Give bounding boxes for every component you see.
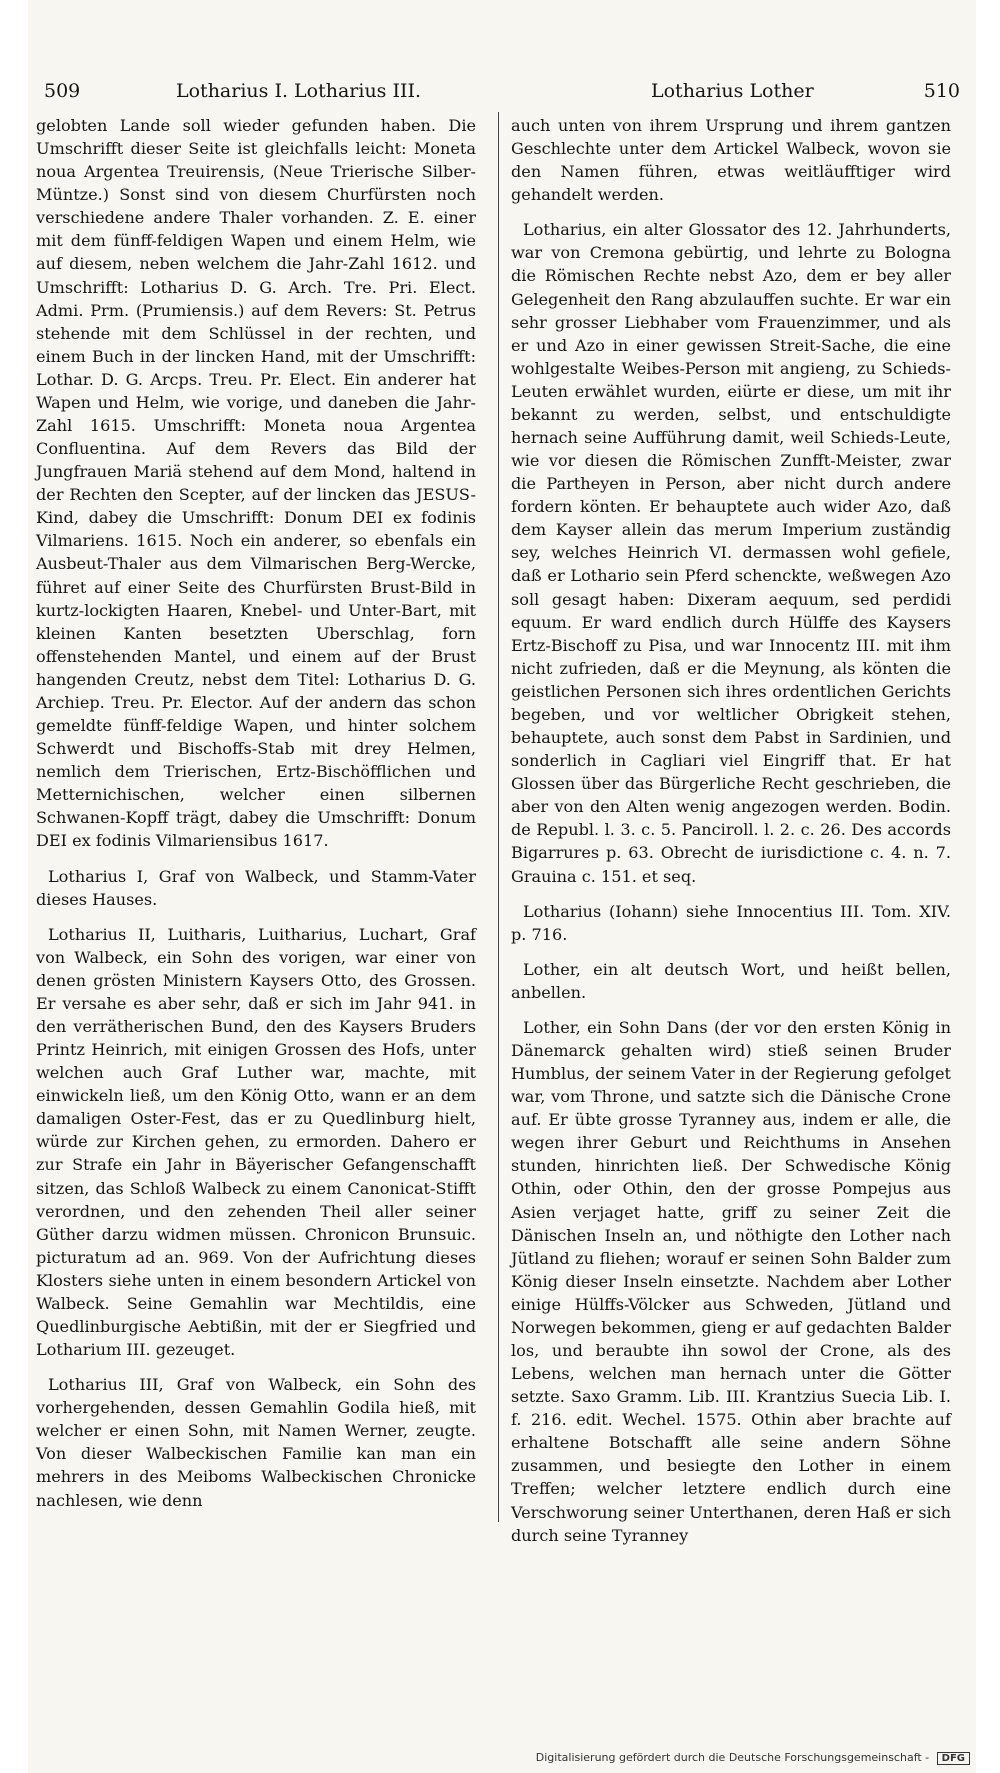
right-column bbox=[511, 114, 951, 1547]
page-number-left: 509 bbox=[44, 80, 81, 102]
paragraph-lotharius-glossator: Lotharius, ein alter Glossator des 12. Jahrhunderts, war von Cremona gebürtig, und lehrte zu Bologna die Römischen Rechte nebst Azo, dem er bey aller Gelegenheit den Rang abzulauffen suchte. Er war ein sehr grosser Liebhaber vom Frauenzimmer, und als er und Azo in einer gewissen Streit-Sache, die eine wohlgestalte Weibes-Person mit angieng, zu Schieds-Leuten erwählet wurden, eiürte er diese, um mit ihr bekannt zu werden, selbst, und entschuldigte hernach seine Aufführung damit, weil Schieds-Leute, wie vor diesen die Römischen Zunfft-Meister, zwar die Partheyen in Person, aber nicht durch andere fordern könten. Er behauptete auch wider Azo, daß dem Kayser allein das merum Imperium zuständig sey, welches Heinrich VI. dermassen wohl gefiele, daß er Lothario sein Pferd schenckte, weßwegen Azo soll gesagt haben: Dixeram aequum, sed perdidi equum. Er ward endlich durch Hülffe des Kaysers Ertz-Bischoff zu Pisa, und war Innocentz III. mit ihm nicht zufrieden, daß er die Meynung, als könten die geistlichen Personen sich ihres ordentlichen Gerichts begeben, und vor weltlicher Obrigkeit stehen, behauptete, auch sonst dem Pabst in Sardinien, und sonderlich in Cagliari viel Eingriff that. Er hat Glossen über das Bürgerliche Recht geschrieben, die aber von den Alten wenig angezogen werden. Bodin. de Republ. l. 3. c. 5. Panciroll. l. 2. c. 26. Des accords Bigarrures p. 63. Obrecht de iurisdictione c. 4. n. 7. Grauina c. 151. et seq. bbox=[511, 220, 951, 886]
book-page bbox=[28, 0, 976, 1773]
digitization-footer bbox=[536, 1751, 970, 1765]
paragraph-walbeck-continued: auch unten von ihrem Ursprung und ihrem gantzen Geschlechte unter dem Artickel Walbeck, wovon sie den Namen führen, etwas weitläufftiger wird gehandelt werden. bbox=[511, 116, 951, 205]
left-column bbox=[36, 114, 476, 1512]
paragraph-lotharius-trier-coins: gelobten Lande soll wieder gefunden haben. Die Umschrifft dieser Seite ist gleichfalls leicht: Moneta noua Argentea Treuirensis, (Neue Trierische Silber-Müntze.) Sonst sind von diesem Churfürsten noch verschiedene andere Thaler vorhanden. Z. E. einer mit dem fünff-feldigen Wapen und einem Helm, wie auf diesem, neben welchem die Jahr-Zahl 1612. und Umschrifft: Lotharius D. G. Arch. Tre. Pri. Elect. Admi. Prm. (Prumiensis.) auf dem Revers: St. Petrus stehende mit dem Schlüssel in der rechten, und einem Buch in der lincken Hand, mit der Umschrifft: Lothar. D. G. Arcps. Treu. Pr. Elect. Ein anderer hat Wapen und Helm, wie vorige, und daneben die Jahr-Zahl 1615. Umschrifft: Moneta noua Argentea Confluentina. Auf dem Revers das Bild der Jungfrauen Mariä stehend auf dem Mond, haltend in der Rechten den Scepter, auf der lincken das JESUS-Kind, dabey die Umschrifft: Donum DEI ex fodinis Vilmariens. 1615. Noch ein anderer, so ebenfals ein Ausbeut-Thaler aus dem Vilmarischen Berg-Wercke, führet auf einer Seite des Churfürsten Brust-Bild in kurtz-lockigten Haaren, Knebel- und Unter-Bart, mit kleinen Kanten besetzten Uberschlag, forn offenstehenden Mantel, und einem auf der Brust hangenden Creutz, nebst dem Titel: Lotharius D. G. Archiep. Treu. Pr. Elector. Auf der andern das schon gemeldte fünff-feldige Wapen, und hinter solchem Schwerdt und Bischoffs-Stab mit drey Helmen, nemlich dem Trierischen, Ertz-Bischöfflichen und Metternichischen, welcher einen silbernen Schwanen-Kopff trägt, dabey die Umschrifft: Donum DEI ex fodinis Vilmariensibus 1617. bbox=[36, 116, 476, 851]
page-number-right: 510 bbox=[923, 80, 960, 102]
paragraph-lother-king: Lother, ein Sohn Dans (der vor den ersten König in Dänemarck gehalten wird) stieß seinen Bruder Humblus, der seinem Vater in der Regierung gefolget war, vom Throne, und satzte sich die Dänische Crone auf. Er übte grosse Tyranney aus, indem er alle, die wegen ihrer Geburt und Reichthums in Ansehen stunden, hinrichten ließ. Der Schwedische König Othin, oder Othin, den der grosse Pompejus aus Asien verjaget hatte, griff zu seiner Zeit die Dänischen Inseln an, und nöthigte den Lother nach Jütland zu fliehen; worauf er seinen Sohn Balder zum König dieser Inseln einsetzte. Nachdem aber Lother einige Hülffs-Völcker aus Schweden, Jütland und Norwegen bekommen, gieng er auf gedachten Balder los, und beraubte ihn sowol der Crone, als des Lebens, welchen man hernach unter die Götter setzte. Saxo Gramm. Lib. III. Krantzius Suecia Lib. I. f. 216. edit. Wechel. 1575. Othin aber brachte auf erhaltene Botschafft alle seine andern Söhne zusammen, und besiegte den Lother in einem Treffen; welcher letztere endlich durch eine Verschworung seiner Unterthanen, deren Haß er sich durch seine Tyranney bbox=[511, 1017, 951, 1545]
dfg-logo: DFG bbox=[937, 1752, 970, 1765]
paragraph-lotharius-iii: Lotharius III, Graf von Walbeck, ein Sohn des vorhergehenden, dessen Gemahlin Godila hieß, mit welcher er einen Sohn, mit Namen Werner, zeugte. Von dieser Walbeckischen Familie kan man ein mehrers in des Meiboms Walbeckischen Chronicke nachlesen, wie denn bbox=[36, 1375, 476, 1510]
column-divider bbox=[498, 112, 499, 1522]
header-title-left: Lotharius I. Lotharius III. bbox=[176, 80, 422, 102]
paragraph-lotharius-ii: Lotharius II, Luitharis, Luitharius, Luchart, Graf von Walbeck, ein Sohn des vorigen, war einer von denen grösten Ministern Kaysers Otto, des Grossen. Er versahe es aber sehr, daß er sich im Jahr 941. in den verrätherischen Bund, den des Kaysers Bruders Printz Heinrich, mit einigen Grossen des Hofs, unter welchen auch Graf Luther war, machte, mit einwickeln ließ, um den König Otto, wann er an dem damaligen Oster-Fest, das er zu Quedlinburg hielt, würde zur Kirchen gehen, zu ermorden. Dahero er zur Strafe ein Jahr in Bäyerischer Gefangenschafft sitzen, das Schloß Walbeck zu einem Canonicat-Stifft verordnen, und den zehenden Theil aller seiner Güther darzu widmen müssen. Chronicon Brunsuic. picturatum ad an. 969. Von der Aufrichtung dieses Klosters siehe unten in einem besondern Artickel von Walbeck. Seine Gemahlin war Mechtildis, eine Quedlinburgische Aebtißin, mit der er Siegfried und Lotharium III. gezeuget. bbox=[36, 924, 476, 1360]
paragraph-lotharius-iohann: Lotharius (Iohann) siehe Innocentius III. Tom. XIV. p. 716. bbox=[511, 901, 951, 944]
paragraph-lotharius-i: Lotharius I, Graf von Walbeck, und Stamm-Vater dieses Hauses. bbox=[36, 866, 476, 909]
header-title-right: Lotharius Lother bbox=[651, 80, 814, 102]
running-header bbox=[36, 80, 970, 114]
paragraph-lother-word: Lother, ein alt deutsch Wort, und heißt bellen, anbellen. bbox=[511, 959, 951, 1002]
footer-text: Digitalisierung gefördert durch die Deutsche Forschungsgemeinschaft - bbox=[535, 1751, 930, 1764]
